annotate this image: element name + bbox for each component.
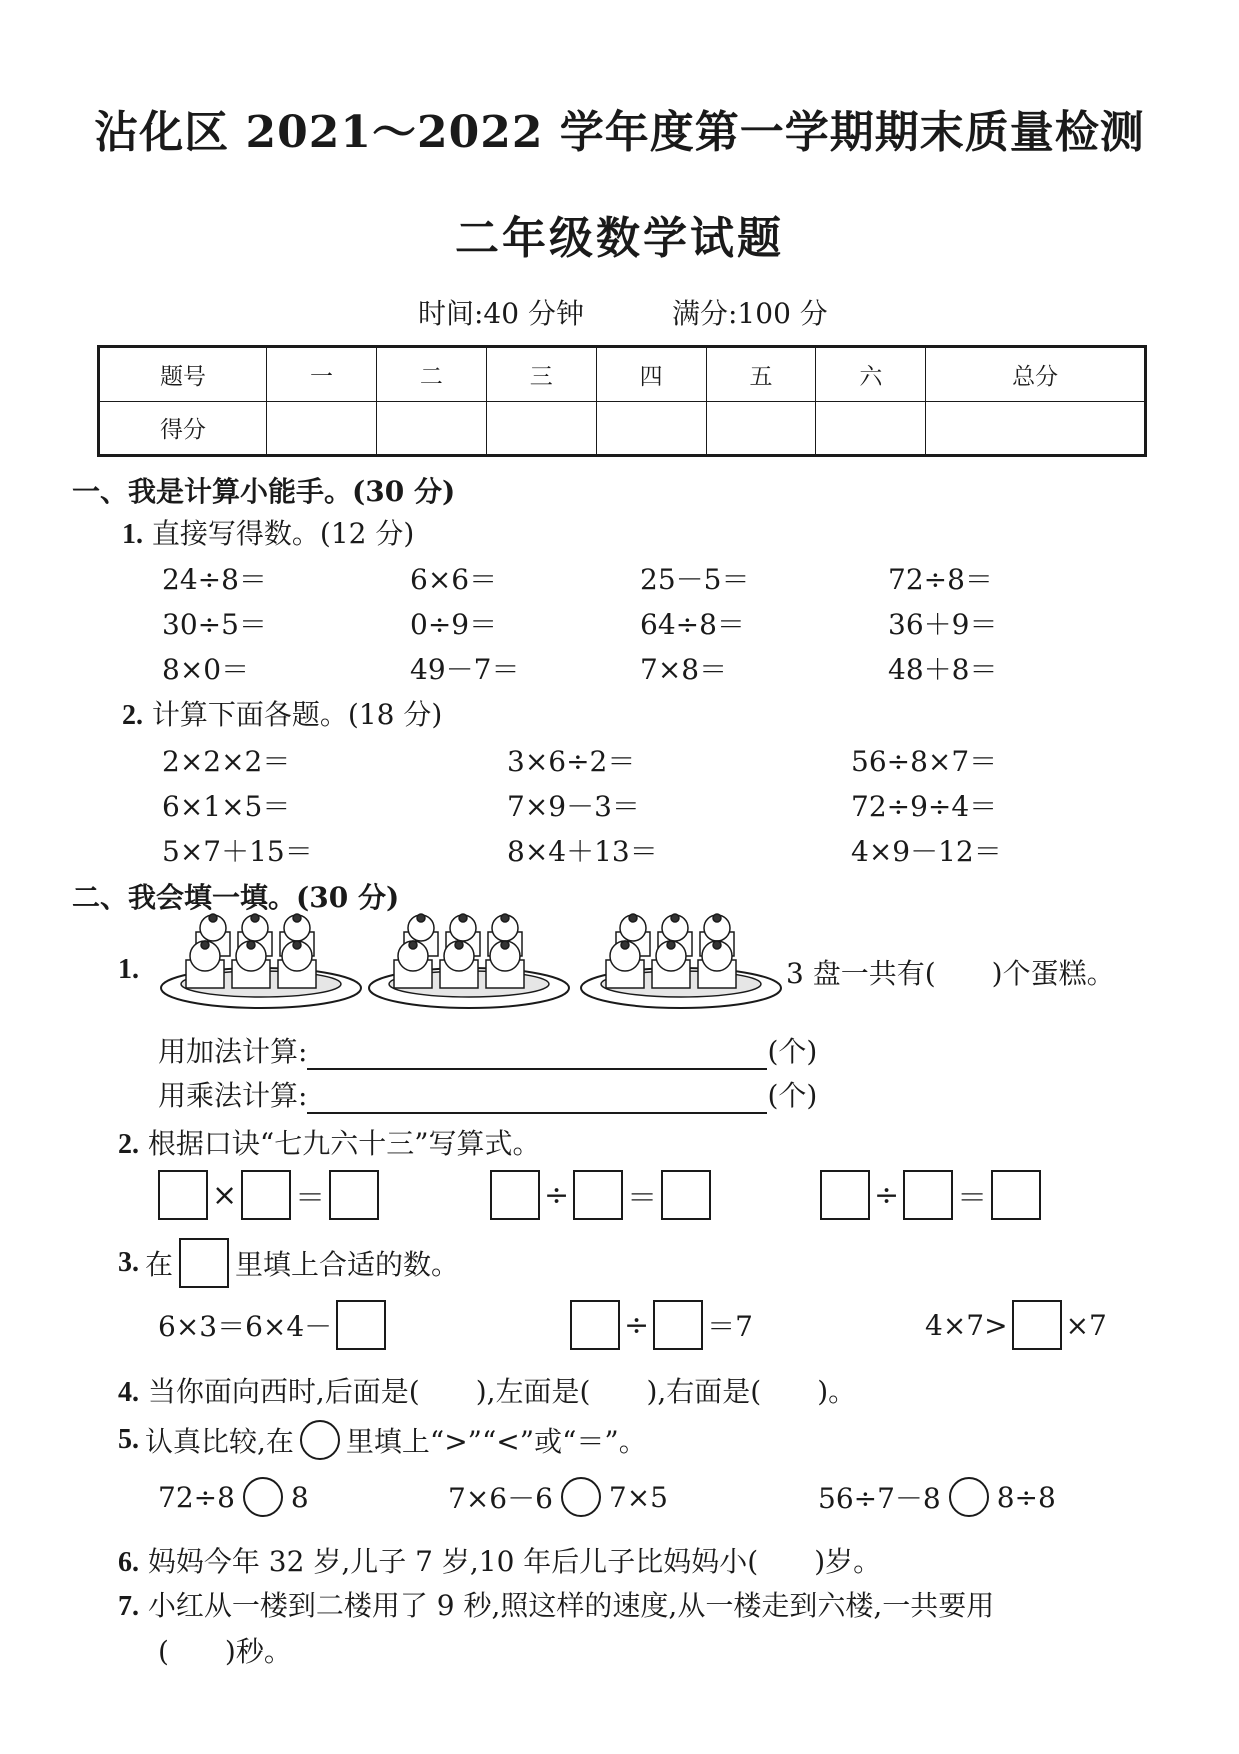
question-text: 直接写得数。(12 分) [151,517,415,550]
s2-q1-text: 3 盘一共有( )个蛋糕。 [786,957,1115,990]
q3-expr-3 [925,1300,1107,1350]
compare-circle[interactable] [949,1477,989,1517]
expr-text: 4×7> [925,1308,1008,1342]
add-label: 用加法计算: [158,1035,308,1068]
compare-circle[interactable] [243,1477,283,1517]
operator: ÷ [624,1307,650,1343]
answer-box[interactable] [991,1170,1041,1220]
calc-expr: 2×2×2＝ [162,745,291,778]
s2-q7: 7. 小红从一楼到二楼用了 9 秒,照这样的速度,从一楼走到六楼,一共要用 [118,1589,995,1622]
score-input-cell[interactable] [596,401,706,456]
calc-expr: 5×7＋15＝ [162,835,313,868]
s2-q6: 6. 妈妈今年 32 岁,儿子 7 岁,10 年后儿子比妈妈小( )岁。 [118,1545,882,1578]
cake-plate-illustration [364,910,574,1010]
compare-3 [818,1477,1056,1517]
s2-q2: 2. 根据口诀“七九六十三”写算式。 [118,1127,541,1160]
question-text: 计算下面各题。(18 分) [151,698,443,731]
compare-right: 8 [290,1480,309,1514]
question-text: 里填上“>”“<”或“＝”。 [345,1425,647,1458]
calc-expr: 72÷8＝ [888,563,993,596]
question-text: 在 [145,1248,174,1281]
operator: ÷ [874,1177,900,1213]
compare-left: 7×6－6 [448,1482,553,1515]
calc-expr: 64÷8＝ [640,608,745,641]
score-input-cell[interactable] [816,401,926,456]
question-text: 认真比较,在 [145,1425,294,1458]
compare-2 [448,1477,668,1517]
cake-plate-illustration [576,910,786,1010]
calc-expr: 7×9－3＝ [507,790,640,823]
operator: ＝ [957,1181,988,1216]
calc-expr: 36＋9＝ [888,608,998,641]
calc-expr: 8×0＝ [162,653,250,686]
score-table-cell: 得分 [99,401,267,456]
calc-expr: 6×1×5＝ [162,790,291,823]
add-answer-line[interactable] [307,1034,767,1070]
cake-plate-illustration [156,910,366,1010]
question-number: 2. [122,700,143,731]
sample-circle-icon [300,1420,340,1460]
answer-box[interactable] [661,1170,711,1220]
score-input-cell[interactable] [376,401,486,456]
score-table-cell: 一 [267,347,377,402]
compare-left: 72÷8 [158,1480,235,1514]
operator: ÷ [544,1177,570,1213]
q3-expr-2 [570,1300,753,1350]
exam-time: 时间:40 分钟 [418,297,584,330]
answer-box[interactable] [653,1300,703,1350]
formula-multiply [158,1170,379,1220]
unit-label: (个) [767,1079,818,1112]
calc-expr: 56÷8×7＝ [851,745,998,778]
calc-expr: 48＋8＝ [888,653,998,686]
s2-q7-line2: ( )秒。 [158,1635,292,1668]
s2-q4: 4. 当你面向西时,后面是( ),左面是( ),右面是( )。 [118,1375,857,1408]
question-text: 当你面向西时,后面是( ),左面是( ),右面是( )。 [147,1375,857,1408]
sample-box-icon [179,1238,229,1288]
operator: ＝ [295,1181,326,1216]
answer-box[interactable] [329,1170,379,1220]
calc-expr: 24÷8＝ [162,563,267,596]
question-number: 1. [118,954,139,985]
calc-expr: 8×4＋13＝ [507,835,658,868]
score-table-cell: 四 [596,347,706,402]
mul-label: 用乘法计算: [158,1079,308,1112]
s2-q5: 5. 认真比较,在 里填上“>”“<”或“＝”。 [118,1420,647,1460]
s2-q1-mul-row [158,1074,817,1114]
exam-title: 沾化区 2021～2022 学年度第一学期期末质量检测 [94,107,1145,158]
score-input-cell[interactable] [267,401,377,456]
answer-box[interactable] [241,1170,291,1220]
s1-q2-heading [122,693,442,733]
calc-expr: 25－5＝ [640,563,750,596]
compare-1 [158,1477,309,1517]
s2-q3: 3. 在 里填上合适的数。 [118,1238,459,1288]
answer-box[interactable] [573,1170,623,1220]
score-table-cell: 总分 [926,347,1146,402]
calc-expr: 4×9－12＝ [851,835,1002,868]
compare-left: 56÷7－8 [818,1482,941,1515]
calc-expr: 7×8＝ [640,653,728,686]
operator: × [212,1177,238,1213]
score-table-header-row [99,347,1146,402]
answer-box[interactable] [570,1300,620,1350]
formula-divide-2 [820,1170,1041,1220]
calc-expr: 30÷5＝ [162,608,267,641]
section-2-title: 二、我会填一填。(30 分) [72,881,400,914]
score-input-cell[interactable] [926,401,1146,456]
compare-right: 7×5 [608,1480,668,1514]
calc-expr: 3×6÷2＝ [507,745,636,778]
q3-expr-1 [158,1300,386,1350]
score-table-cell: 六 [816,347,926,402]
expr-text: ×7 [1065,1308,1107,1342]
compare-right: 8÷8 [996,1480,1056,1514]
s1-q1-heading [122,512,414,552]
calc-expr: 49－7＝ [410,653,520,686]
calc-expr: 6×6＝ [410,563,498,596]
score-table-cell: 二 [376,347,486,402]
score-input-cell[interactable] [486,401,596,456]
expr-text: 6×3＝6×4－ [158,1310,333,1343]
answer-box[interactable] [820,1170,870,1220]
question-text: 根据口诀“七九六十三”写算式。 [147,1127,541,1160]
question-number: 1. [122,519,143,550]
unit-label: (个) [767,1035,818,1068]
score-table-cell: 三 [486,347,596,402]
s2-q1-add-row [158,1030,817,1070]
operator: ＝ [627,1181,658,1216]
calc-expr: 0÷9＝ [410,608,498,641]
question-text: 妈妈今年 32 岁,儿子 7 岁,10 年后儿子比妈妈小( )岁。 [147,1545,882,1578]
answer-box[interactable] [336,1300,386,1350]
calc-expr: 72÷9÷4＝ [851,790,998,823]
exam-subtitle: 二年级数学试题 [455,213,784,264]
score-table-cell: 题号 [99,347,267,402]
score-table-cell: 五 [706,347,816,402]
section-1-title: 一、我是计算小能手。(30 分) [72,475,456,508]
score-table-score-row [99,401,1146,456]
score-table [97,345,1147,457]
formula-divide-1 [490,1170,711,1220]
compare-circle[interactable] [561,1477,601,1517]
mul-answer-line[interactable] [307,1078,767,1114]
answer-box[interactable] [158,1170,208,1220]
expr-text: ＝7 [707,1310,753,1343]
question-text: 里填上合适的数。 [235,1248,460,1281]
answer-box[interactable] [490,1170,540,1220]
score-input-cell[interactable] [706,401,816,456]
question-text: 小红从一楼到二楼用了 9 秒,照这样的速度,从一楼走到六楼,一共要用 [147,1589,995,1622]
exam-full-score: 满分:100 分 [672,297,828,330]
answer-box[interactable] [903,1170,953,1220]
answer-box[interactable] [1012,1300,1062,1350]
